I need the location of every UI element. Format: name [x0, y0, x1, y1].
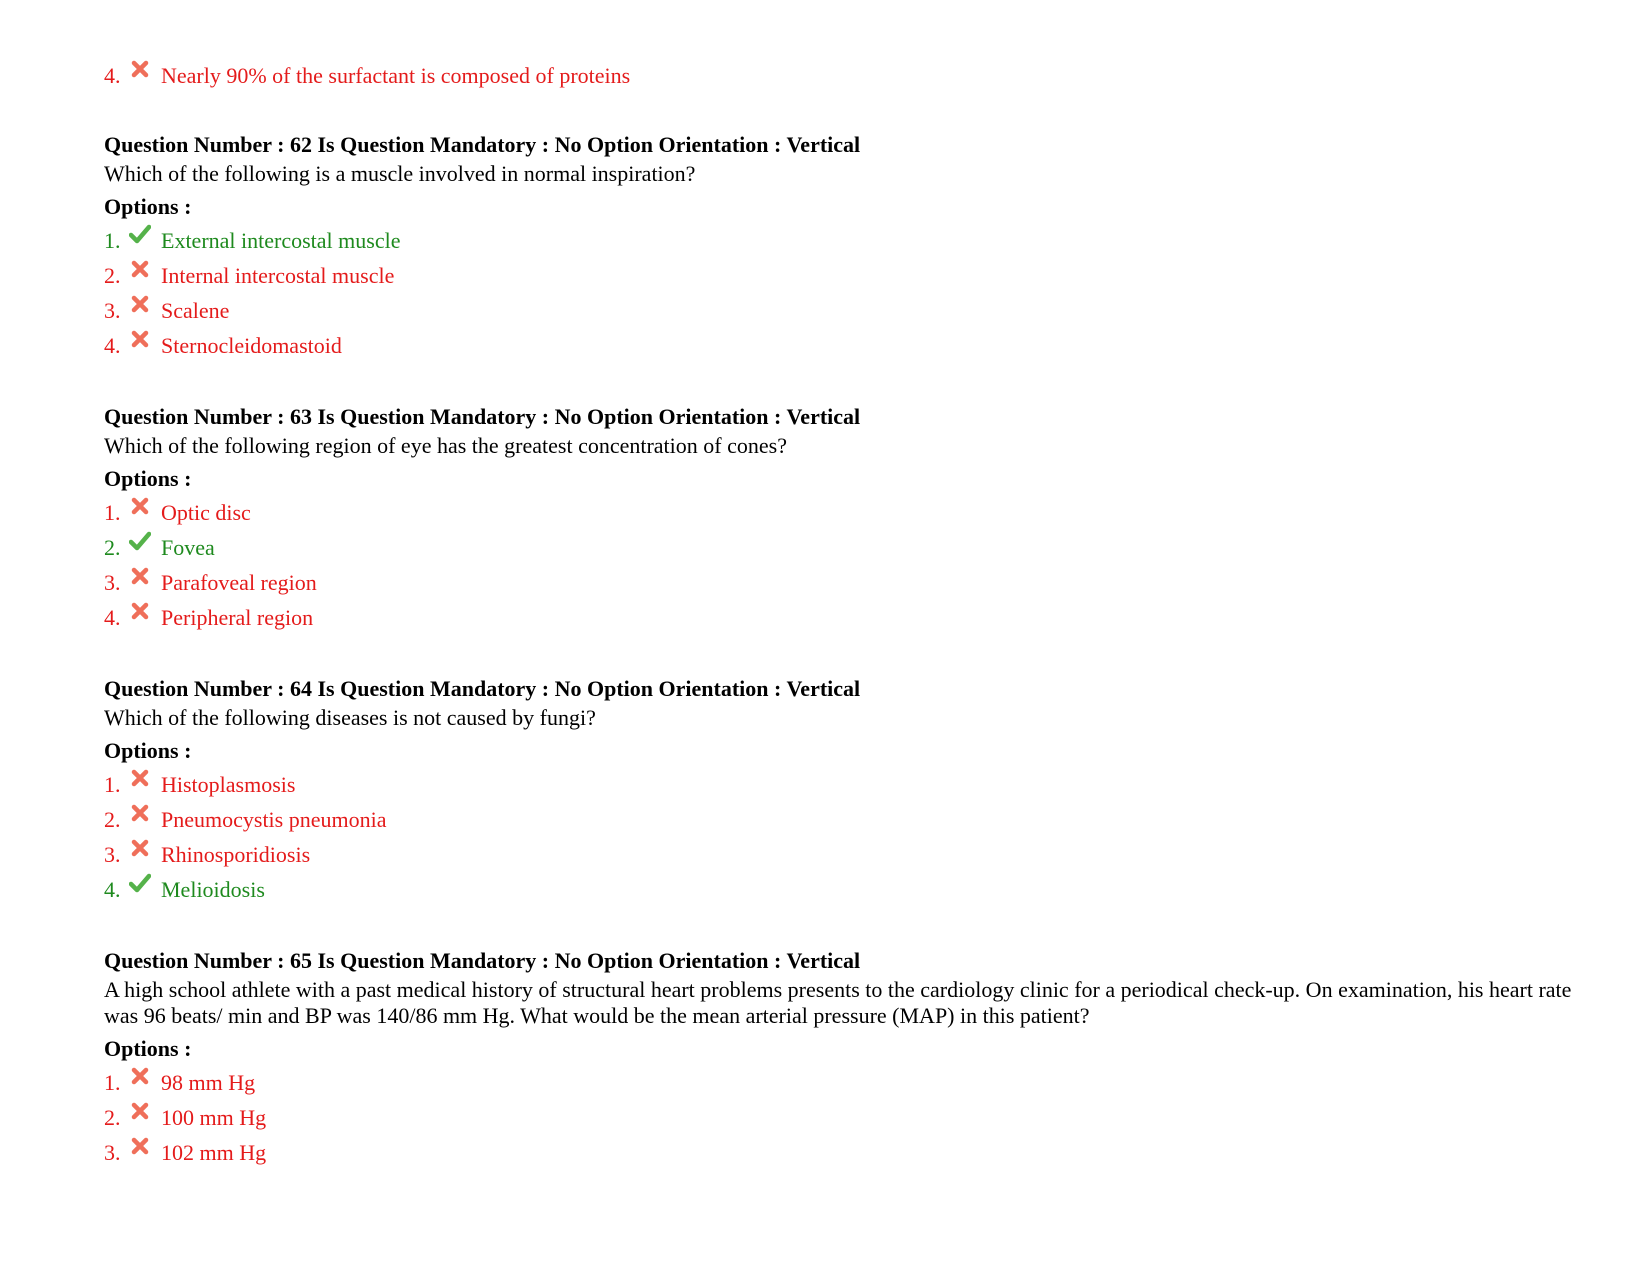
cross-icon [129, 565, 151, 587]
options-list [104, 223, 1584, 363]
question-header: Question Number : 62 Is Question Mandatory : No Option Orientation : Vertical [104, 132, 861, 157]
option-number: 3. [104, 570, 121, 595]
option-number: 2. [104, 535, 121, 560]
check-icon [129, 223, 151, 245]
cross-icon [129, 328, 151, 350]
option-number: 1. [104, 500, 121, 525]
question-63 [104, 401, 1584, 635]
question-65 [104, 945, 1584, 1170]
cross-icon [129, 837, 151, 859]
option-row [104, 258, 1584, 293]
option-text: 98 mm Hg [161, 1070, 256, 1095]
option-text: External intercostal muscle [161, 228, 401, 253]
options-list [104, 1065, 1584, 1170]
check-icon [129, 872, 151, 894]
option-row [104, 600, 1584, 635]
option-row [104, 767, 1584, 802]
option-row [104, 58, 1584, 93]
cross-icon [129, 258, 151, 280]
cross-icon [129, 600, 151, 622]
check-icon [129, 530, 151, 552]
options-list [104, 495, 1584, 635]
option-row [104, 293, 1584, 328]
option-text: Rhinosporidiosis [161, 842, 311, 867]
option-number: 3. [104, 1140, 121, 1165]
option-row [104, 530, 1584, 565]
option-text: Pneumocystis pneumonia [161, 807, 387, 832]
option-number: 2. [104, 807, 121, 832]
option-number: 3. [104, 298, 121, 323]
option-number: 1. [104, 772, 121, 797]
option-text: 102 mm Hg [161, 1140, 267, 1165]
option-number: 1. [104, 1070, 121, 1095]
cross-icon [129, 1135, 151, 1157]
cross-icon [129, 58, 151, 80]
options-label: Options : [104, 1036, 192, 1061]
options-label: Options : [104, 194, 192, 219]
option-number: 3. [104, 842, 121, 867]
question-62 [104, 129, 1584, 363]
option-row [104, 802, 1584, 837]
option-row [104, 565, 1584, 600]
cross-icon [129, 495, 151, 517]
option-number: 4. [104, 333, 121, 358]
options-label: Options : [104, 738, 192, 763]
option-row [104, 328, 1584, 363]
option-text: Internal intercostal muscle [161, 263, 395, 288]
cross-icon [129, 1100, 151, 1122]
option-text: Sternocleidomastoid [161, 333, 342, 358]
option-text: Melioidosis [161, 877, 265, 902]
option-row [104, 1100, 1584, 1135]
options-label: Options : [104, 466, 192, 491]
question-text: Which of the following diseases is not caused by fungi? [104, 705, 596, 730]
option-row [104, 1065, 1584, 1100]
question-header: Question Number : 64 Is Question Mandatory : No Option Orientation : Vertical [104, 676, 861, 701]
option-text: 100 mm Hg [161, 1105, 267, 1130]
option-number: 1. [104, 228, 121, 253]
option-text: Histoplasmosis [161, 772, 296, 797]
option-row [104, 872, 1584, 907]
question-header: Question Number : 65 Is Question Mandatory : No Option Orientation : Vertical [104, 948, 861, 973]
cross-icon [129, 802, 151, 824]
option-text: Parafoveal region [161, 570, 317, 595]
option-text: Peripheral region [161, 605, 314, 630]
cross-icon [129, 767, 151, 789]
question-text: Which of the following is a muscle involved in normal inspiration? [104, 161, 696, 186]
option-row [104, 837, 1584, 872]
option-number: 4. [104, 877, 121, 902]
question-text: Which of the following region of eye has the greatest concentration of cones? [104, 433, 787, 458]
option-number: 2. [104, 263, 121, 288]
options-list [104, 767, 1584, 907]
option-row [104, 1135, 1584, 1170]
option-text: Fovea [161, 535, 215, 560]
question-text: A high school athlete with a past medical history of structural heart problems presents to the cardiology clinic for a periodical check-up. On examination, his heart rate was 96 beats/ min and BP was 140/86 mm Hg. What would be the mean arterial pressure (MAP) in this patient? [104, 977, 1572, 1028]
option-number: 4. [104, 63, 121, 88]
question-paper [104, 58, 1584, 1170]
option-row [104, 223, 1584, 258]
option-row [104, 495, 1584, 530]
option-text: Scalene [161, 298, 230, 323]
option-text: Optic disc [161, 500, 251, 525]
option-text: Nearly 90% of the surfactant is composed of proteins [161, 63, 631, 88]
cross-icon [129, 293, 151, 315]
option-number: 4. [104, 605, 121, 630]
cross-icon [129, 1065, 151, 1087]
option-number: 2. [104, 1105, 121, 1130]
question-header: Question Number : 63 Is Question Mandatory : No Option Orientation : Vertical [104, 404, 861, 429]
question-64 [104, 673, 1584, 907]
